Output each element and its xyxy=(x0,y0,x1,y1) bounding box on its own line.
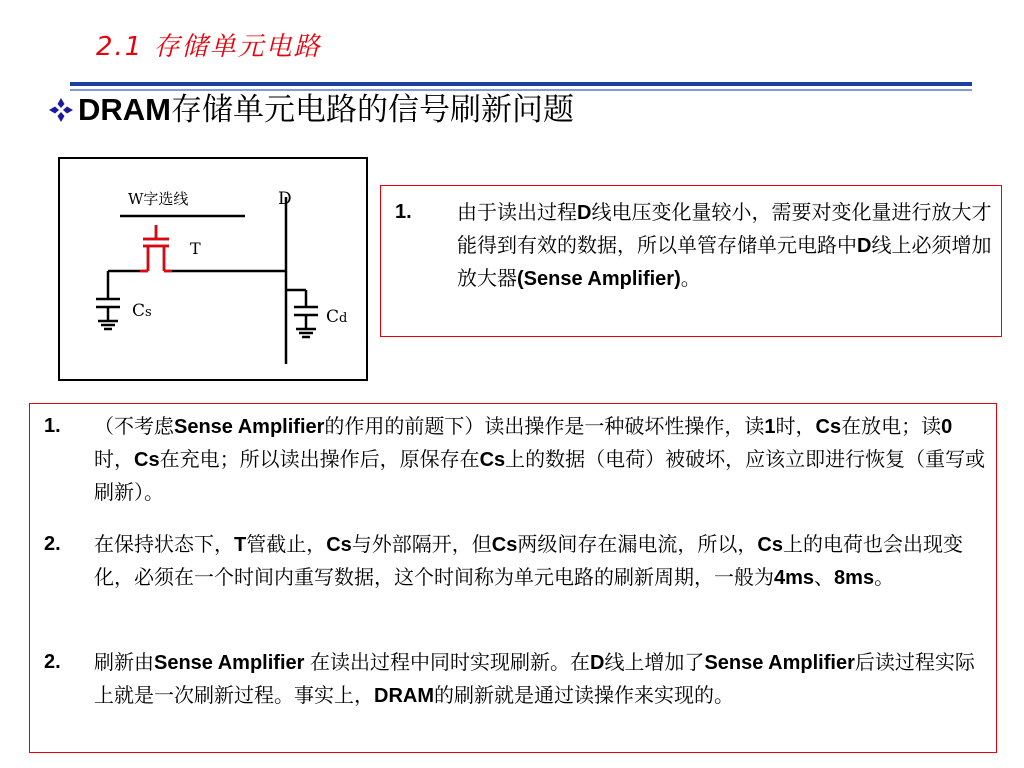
item-text: 刷新由Sense Amplifier 在读出过程中同时实现刷新。在D线上增加了Sense Amplifier后读过程实际上就是一次刷新过程。事实上，DRAM的刷新就是通过读操作来实现的。 xyxy=(94,650,975,707)
item-number: 2. xyxy=(44,533,61,555)
note-item xyxy=(395,196,995,328)
title-divider xyxy=(70,82,972,86)
diamond-bullet-icon xyxy=(48,97,74,123)
slide-heading xyxy=(48,88,574,132)
heading-rest: 存储单元电路的信号刷新问题 xyxy=(171,92,574,128)
item-text: 在保持状态下，T管截止，Cs与外部隔开，但Cs两级间存在漏电流，所以，Cs上的电荷也会出现变化，必须在一个时间内重写数据，这个时间称为单元电路的刷新周期，一般为4ms、8ms。 xyxy=(94,532,963,589)
word-line-label: W字选线 xyxy=(128,190,189,208)
sense-amp-note-box xyxy=(380,185,1002,337)
item-text: 由于读出过程D线电压变化量较小，需要对变化量进行放大才能得到有效的数据，所以单管存储单元电路中D线上必须增加放大器(Sense Amplifier)。 xyxy=(457,200,992,290)
list-item xyxy=(44,410,989,510)
cs-label: Cs xyxy=(132,301,152,321)
circuit-diagram xyxy=(58,157,368,381)
section-title: 2.1 存储单元电路 xyxy=(96,32,322,62)
heading-bold: DRAM xyxy=(78,92,171,127)
cd-label: Cd xyxy=(326,307,348,327)
item-number: 1. xyxy=(395,201,412,223)
list-item xyxy=(44,528,989,628)
refresh-explanation-box xyxy=(29,403,997,753)
dram-cell-schematic xyxy=(60,159,370,383)
data-line-label: D xyxy=(278,189,292,209)
item-text: （不考虑Sense Amplifier的作用的前题下）读出操作是一种破坏性操作，读1时，Cs在放电；读0时，Cs在充电；所以读出操作后，原保存在Cs上的数据（电荷）被破坏，应该立即进行恢复（重写或刷新）。 xyxy=(94,414,986,504)
list-item xyxy=(44,646,989,746)
transistor-label: T xyxy=(190,239,201,258)
item-number: 1. xyxy=(44,415,61,437)
item-number: 2. xyxy=(44,651,61,673)
